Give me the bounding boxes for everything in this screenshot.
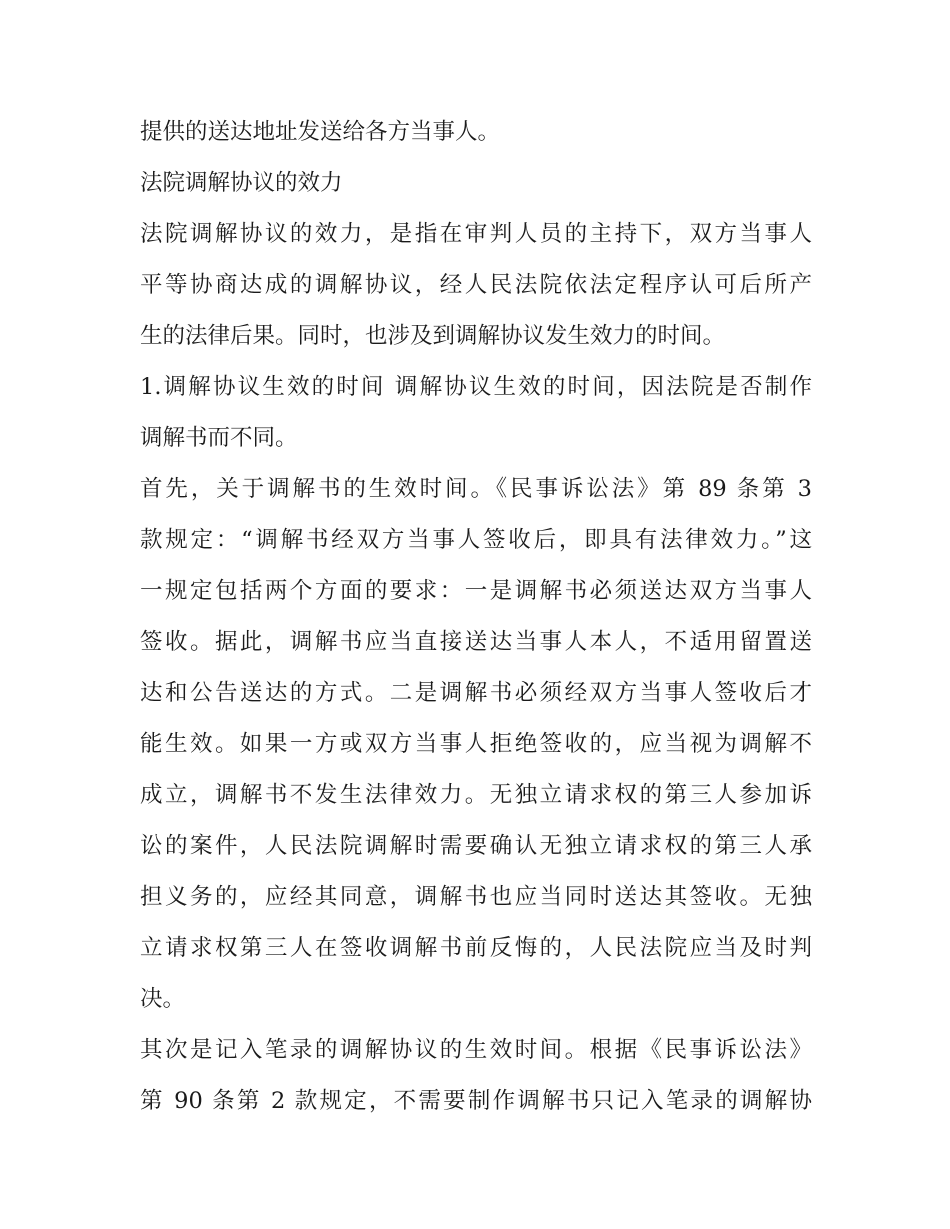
text-line: 能生效。如果一方或双方当事人拒绝签收的，应当视为调解不 — [140, 731, 812, 757]
section-heading: 法院调解协议的效力 — [140, 170, 343, 196]
text-line: 1.调解协议生效的时间 调解协议生效的时间，因法院是否制作 — [140, 374, 812, 400]
document-body — [140, 107, 812, 1127]
text-line: 立请求权第三人在签收调解书前反悔的，人民法院应当及时判 — [140, 935, 812, 961]
text-line: 款规定：“调解书经双方当事人签收后，即具有法律效力。”这 — [140, 527, 812, 553]
text-line: 生的法律后果。同时，也涉及到调解协议发生效力的时间。 — [140, 323, 726, 349]
text-line: 签收。据此，调解书应当直接送达当事人本人，不适用留置送 — [140, 629, 812, 655]
text-line: 达和公告送达的方式。二是调解书必须经双方当事人签收后才 — [140, 680, 812, 706]
text-line: 成立，调解书不发生法律效力。无独立请求权的第三人参加诉 — [140, 782, 812, 808]
text-line: 其次是记入笔录的调解协议的生效时间。根据《民事诉讼法》 — [140, 1037, 812, 1063]
text-line: 决。 — [140, 986, 186, 1012]
text-line: 一规定包括两个方面的要求：一是调解书必须送达双方当事人 — [140, 578, 812, 604]
text-line: 担义务的，应经其同意，调解书也应当同时送达其签收。无独 — [140, 884, 812, 910]
text-line: 第 90 条第 2 款规定，不需要制作调解书只记入笔录的调解协 — [140, 1088, 812, 1114]
text-line: 调解书而不同。 — [140, 425, 298, 451]
text-line: 讼的案件，人民法院调解时需要确认无独立请求权的第三人承 — [140, 833, 812, 859]
text-line: 平等协商达成的调解协议，经人民法院依法定程序认可后所产 — [140, 272, 812, 298]
text-line: 提供的送达地址发送给各方当事人。 — [140, 119, 501, 145]
text-line: 法院调解协议的效力，是指在审判人员的主持下，双方当事人 — [140, 221, 812, 247]
text-line: 首先，关于调解书的生效时间。《民事诉讼法》第 89 条第 3 — [140, 476, 812, 502]
